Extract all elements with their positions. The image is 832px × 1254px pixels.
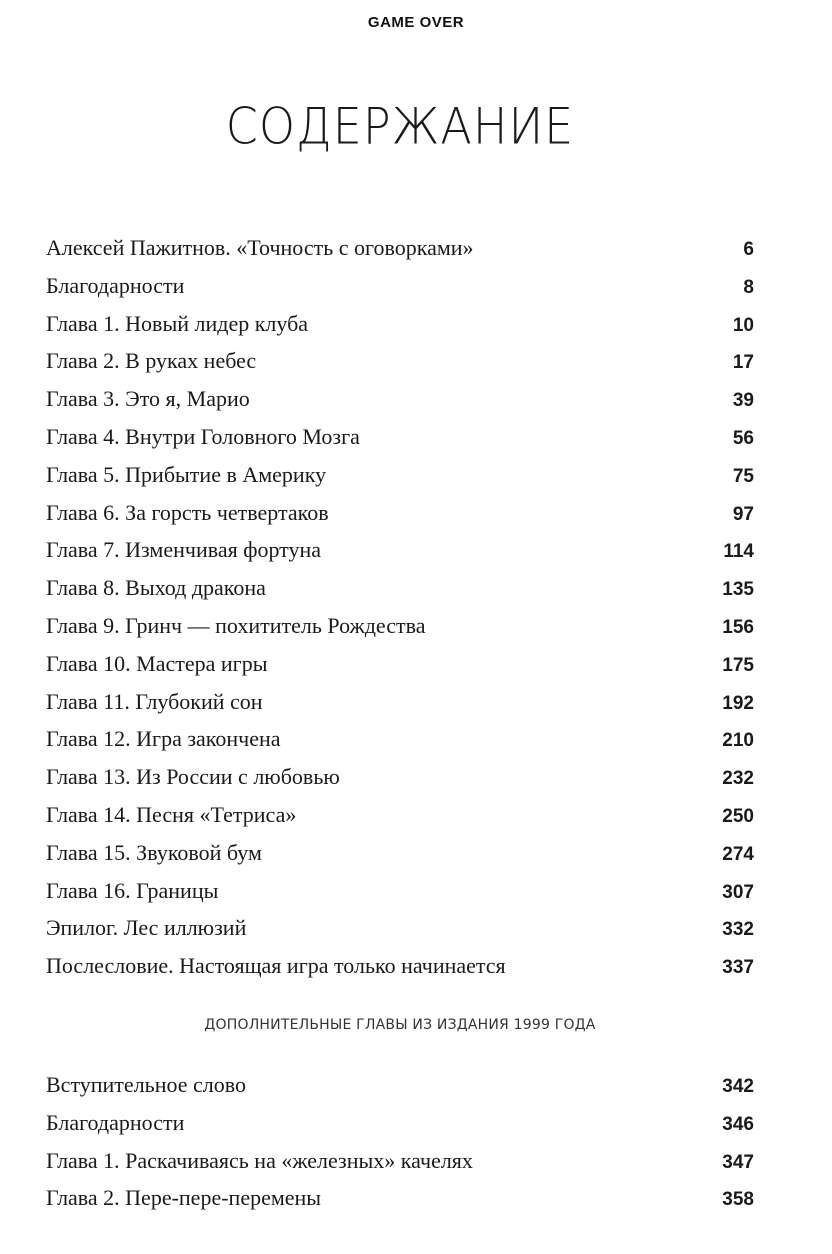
toc-entry-title: Благодарности — [46, 1109, 185, 1135]
toc-entry-title: Эпилог. Лес иллюзий — [46, 915, 247, 941]
page-title: СОДЕРЖАНИЕ — [225, 96, 575, 155]
toc-entry-page-number: 274 — [722, 843, 754, 865]
toc-entry[interactable] — [46, 796, 754, 834]
toc-entry[interactable] — [46, 229, 754, 267]
toc-entry-title: Глава 2. Пере-пере-перемены — [46, 1185, 322, 1211]
toc-entry-page-number: 17 — [732, 352, 754, 374]
table-of-contents — [46, 229, 754, 985]
toc-entry-title: Глава 13. Из России с любовью — [46, 764, 340, 790]
toc-entry-page-number: 332 — [722, 919, 754, 941]
toc-entry[interactable] — [46, 947, 754, 985]
toc-entry-title: Глава 5. Прибытие в Америку — [46, 461, 327, 487]
toc-entry-page-number: 39 — [732, 390, 754, 412]
toc-entry[interactable] — [46, 607, 754, 645]
toc-entry[interactable] — [46, 872, 754, 910]
toc-entry-title: Глава 1. Раскачиваясь на «железных» качелях — [46, 1147, 473, 1173]
toc-entry[interactable] — [46, 909, 754, 947]
extra-section-heading: ДОПОЛНИТЕЛЬНЫЕ ГЛАВЫ ИЗ ИЗДАНИЯ 1999 ГОДА — [204, 1017, 596, 1033]
toc-entry-page-number: 8 — [743, 276, 754, 298]
toc-entry-title: Глава 9. Гринч — похититель Рождества — [46, 612, 426, 638]
toc-entry[interactable] — [46, 758, 754, 796]
toc-entry[interactable] — [46, 683, 754, 721]
toc-entry-title: Глава 7. Изменчивая фортуна — [46, 537, 322, 563]
toc-entry-page-number: 307 — [722, 881, 754, 903]
toc-entry-page-number: 10 — [732, 314, 754, 336]
toc-entry-page-number: 135 — [722, 579, 754, 601]
toc-entry[interactable] — [46, 305, 754, 343]
toc-entry[interactable] — [46, 267, 754, 305]
toc-entry[interactable] — [46, 418, 754, 456]
running-header: GAME OVER — [367, 14, 465, 31]
toc-entry[interactable] — [46, 1179, 754, 1217]
toc-entry-title: Глава 11. Глубокий сон — [46, 688, 263, 714]
toc-entry-page-number: 97 — [732, 503, 754, 525]
toc-entry-page-number: 75 — [732, 465, 754, 487]
toc-entry-page-number: 232 — [722, 768, 754, 790]
toc-entry[interactable] — [46, 380, 754, 418]
toc-entry-title: Глава 1. Новый лидер клуба — [46, 310, 309, 336]
toc-entry-title: Вступительное слово — [46, 1072, 246, 1097]
toc-entry[interactable] — [46, 342, 754, 380]
toc-entry[interactable] — [46, 834, 754, 872]
toc-entry-title: Глава 8. Выход дракона — [46, 575, 266, 601]
toc-entry-title: Благодарности — [46, 272, 185, 298]
toc-entry[interactable] — [46, 1104, 754, 1142]
toc-entry-page-number: 358 — [722, 1189, 754, 1211]
toc-entry[interactable] — [46, 456, 754, 494]
toc-entry-page-number: 342 — [722, 1076, 754, 1097]
toc-entry-page-number: 175 — [722, 654, 754, 676]
toc-entry-page-number: 347 — [722, 1151, 754, 1173]
toc-entry-page-number: 56 — [732, 427, 754, 449]
toc-entry-page-number: 346 — [722, 1113, 754, 1135]
toc-entry[interactable] — [46, 569, 754, 607]
toc-entry[interactable] — [46, 720, 754, 758]
toc-entry[interactable] — [46, 1066, 754, 1104]
toc-entry[interactable] — [46, 531, 754, 569]
toc-entry-page-number: 192 — [722, 692, 754, 714]
toc-entry-title: Глава 12. Игра закончена — [46, 726, 281, 752]
toc-entry-title: Глава 15. Звуковой бум — [46, 839, 262, 865]
extra-table-of-contents — [46, 1066, 754, 1217]
toc-entry-page-number: 6 — [743, 239, 754, 260]
toc-entry-title: Глава 10. Мастера игры — [46, 650, 268, 676]
toc-entry[interactable] — [46, 1142, 754, 1180]
toc-entry-page-number: 210 — [722, 730, 754, 752]
toc-entry-title: Послесловие. Настоящая игра только начинается — [46, 953, 506, 979]
toc-entry-title: Алексей Пажитнов. «Точность с оговорками» — [46, 235, 474, 260]
toc-entry-title: Глава 2. В руках небес — [46, 348, 257, 374]
toc-entry-title: Глава 4. Внутри Головного Мозга — [46, 423, 360, 449]
toc-entry-title: Глава 3. Это я, Марио — [46, 386, 250, 412]
toc-entry-page-number: 156 — [722, 616, 754, 638]
toc-entry[interactable] — [46, 494, 754, 532]
toc-entry-page-number: 337 — [722, 957, 754, 979]
toc-entry-title: Глава 16. Границы — [46, 877, 219, 903]
toc-entry[interactable] — [46, 645, 754, 683]
toc-entry-page-number: 114 — [723, 541, 754, 563]
toc-entry-title: Глава 14. Песня «Тетриса» — [46, 801, 297, 827]
toc-entry-page-number: 250 — [722, 805, 754, 827]
toc-entry-title: Глава 6. За горсть четвертаков — [46, 499, 329, 525]
